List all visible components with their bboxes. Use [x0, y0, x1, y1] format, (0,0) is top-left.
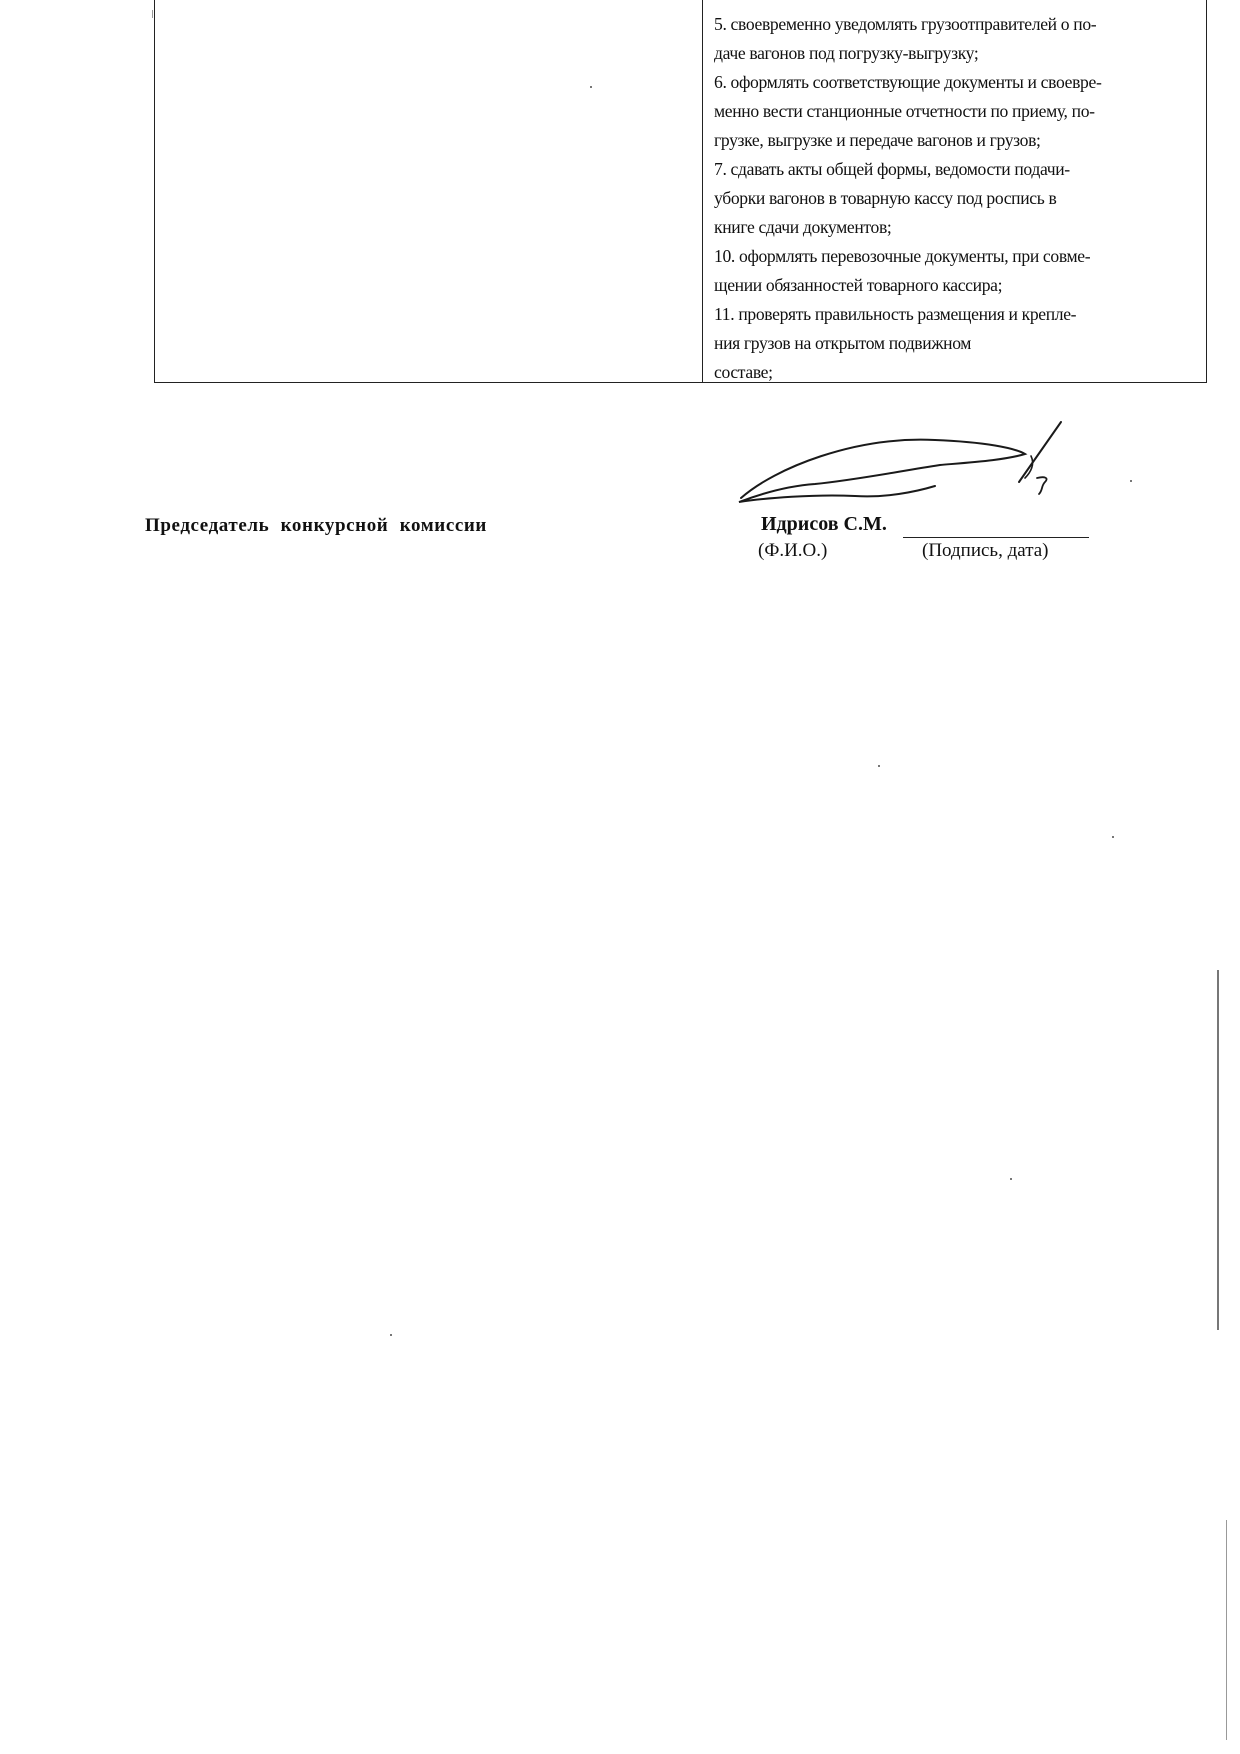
duty-line: книге сдачи документов;	[714, 217, 892, 237]
scan-artifact	[878, 765, 880, 767]
duty-line: составе;	[714, 362, 773, 382]
duty-line: грузке, выгрузке и передаче вагонов и грузов;	[714, 130, 1041, 150]
scan-artifact	[1217, 970, 1219, 1330]
duties-table	[154, 0, 1207, 383]
duty-line: 5. своевременно уведомлять грузоотправителей о по-	[714, 14, 1097, 34]
duties-cell	[714, 10, 1202, 387]
chair-name: Идрисов С.М.	[761, 513, 887, 535]
duty-line: даче вагонов под погрузку-выгрузку;	[714, 43, 979, 63]
scan-artifact	[152, 10, 153, 18]
duty-line: 6. оформлять соответствующие документы и своевре-	[714, 72, 1102, 92]
scan-artifact	[590, 86, 592, 88]
scan-artifact	[1112, 836, 1114, 838]
scan-artifact	[1226, 1520, 1227, 1740]
duty-line: ния грузов на открытом подвижном	[714, 333, 972, 353]
caption-fio: (Ф.И.О.)	[758, 540, 828, 561]
scan-artifact	[390, 1334, 392, 1336]
duty-line: 7. сдавать акты общей формы, ведомости подачи-	[714, 159, 1070, 179]
duty-line: уборки вагонов в товарную кассу под роспись в	[714, 188, 1057, 208]
signature-line	[903, 537, 1089, 538]
chair-label: Председатель конкурсной комиссии	[145, 515, 487, 536]
duty-line: 10. оформлять перевозочные документы, при совме-	[714, 246, 1091, 266]
duty-line: щении обязанностей товарного кассира;	[714, 275, 1003, 295]
table-column-divider	[702, 0, 703, 382]
scan-artifact	[1130, 480, 1132, 482]
table-left-cell	[155, 0, 702, 382]
caption-signature-date: (Подпись, дата)	[922, 540, 1049, 561]
duty-line: менно вести станционные отчетности по приему, по-	[714, 101, 1095, 121]
duty-line: 11. проверять правильность размещения и крепле-	[714, 304, 1077, 324]
scan-artifact	[1010, 1178, 1012, 1180]
